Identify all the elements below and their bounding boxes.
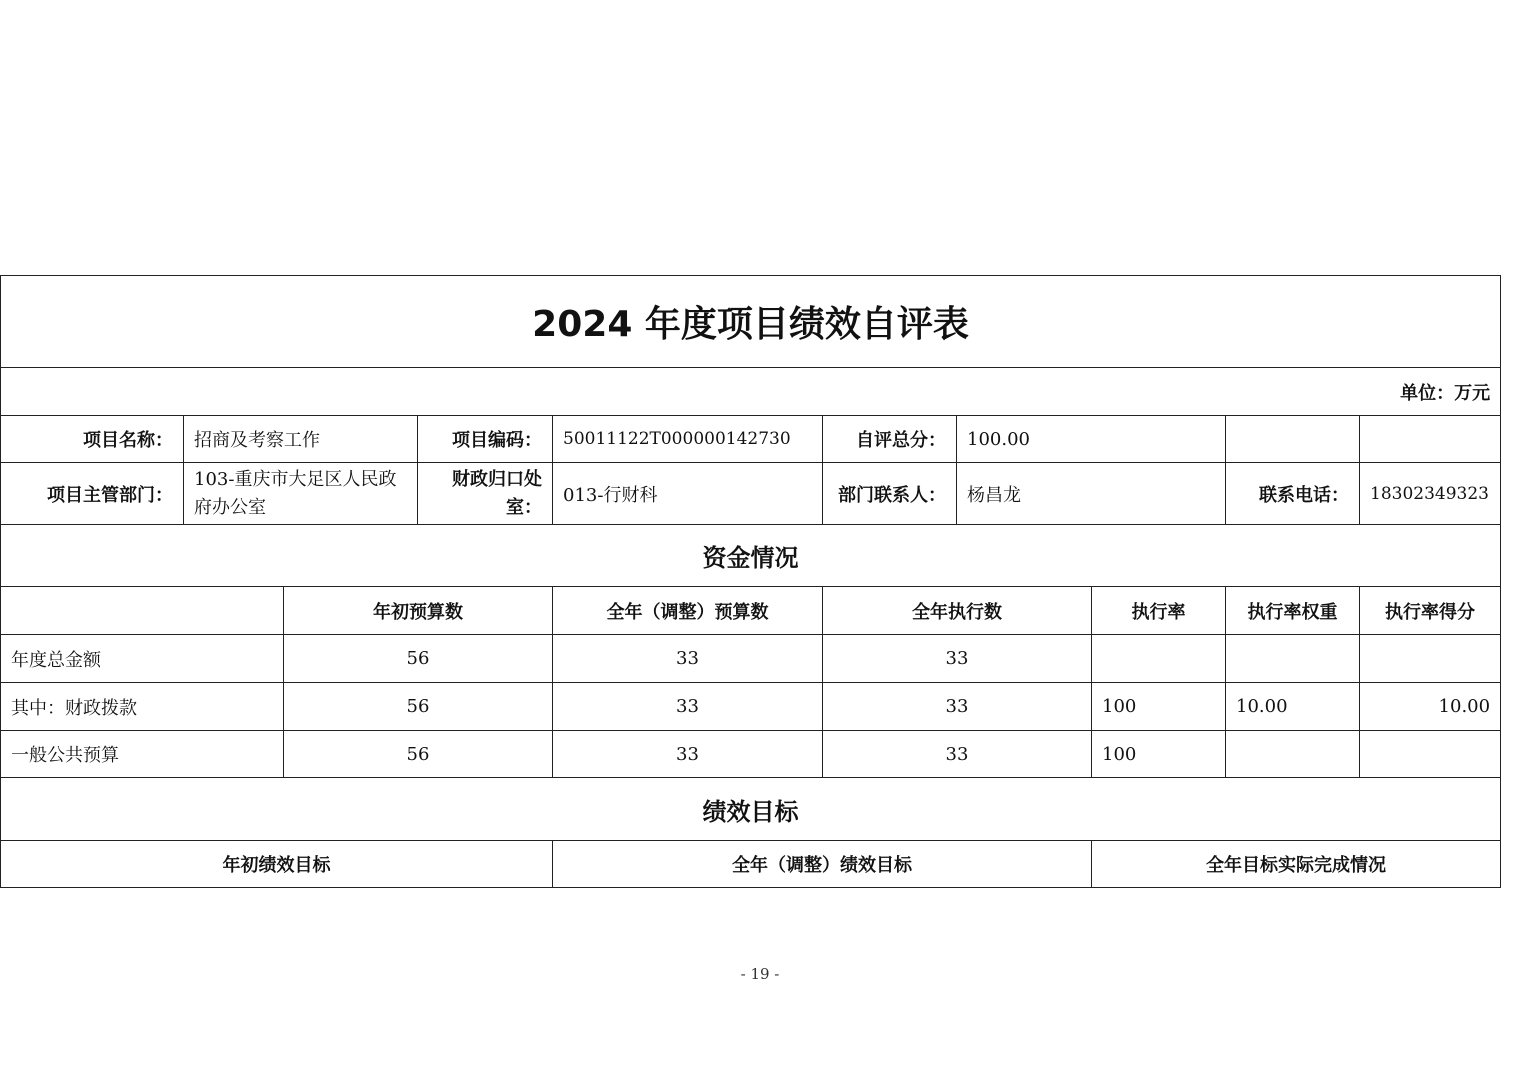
cell-initial-budget: 56 bbox=[284, 683, 553, 731]
goals-header-actual: 全年目标实际完成情况 bbox=[1092, 841, 1501, 888]
cell-initial-budget: 56 bbox=[284, 635, 553, 683]
cell-score: 10.00 bbox=[1360, 683, 1501, 731]
project-code-label: 项目编码： bbox=[418, 416, 553, 463]
cell-weight bbox=[1226, 635, 1360, 683]
goals-header-initial: 年初绩效目标 bbox=[1, 841, 553, 888]
cell-initial-budget: 56 bbox=[284, 731, 553, 778]
cell-weight bbox=[1226, 731, 1360, 778]
dept-label: 项目主管部门： bbox=[1, 463, 184, 525]
performance-evaluation-table bbox=[0, 275, 1501, 888]
cell-executed: 33 bbox=[823, 683, 1092, 731]
funds-header: 执行率得分 bbox=[1360, 587, 1501, 635]
finance-label: 财政归口处室： bbox=[418, 463, 553, 525]
cell-weight: 10.00 bbox=[1226, 683, 1360, 731]
project-code-value: 50011122T000000142730 bbox=[553, 416, 823, 463]
cell-exec-rate: 100 bbox=[1092, 731, 1226, 778]
funds-header: 执行率权重 bbox=[1226, 587, 1360, 635]
row-label: 一般公共预算 bbox=[1, 731, 284, 778]
score-value: 100.00 bbox=[957, 416, 1226, 463]
cell-adjusted-budget: 33 bbox=[553, 731, 823, 778]
table-row bbox=[1, 635, 1501, 683]
cell-executed: 33 bbox=[823, 635, 1092, 683]
cell-exec-rate bbox=[1092, 635, 1226, 683]
funds-header: 年初预算数 bbox=[284, 587, 553, 635]
project-name-label: 项目名称： bbox=[1, 416, 184, 463]
empty-cell bbox=[1360, 416, 1501, 463]
goals-header-adjusted: 全年（调整）绩效目标 bbox=[553, 841, 1092, 888]
table-row bbox=[1, 731, 1501, 778]
table-title: 2024 年度项目绩效自评表 bbox=[1, 276, 1501, 368]
goals-section-title: 绩效目标 bbox=[1, 778, 1501, 841]
unit-label: 单位：万元 bbox=[1, 368, 1501, 416]
score-label: 自评总分： bbox=[823, 416, 957, 463]
cell-adjusted-budget: 33 bbox=[553, 683, 823, 731]
cell-adjusted-budget: 33 bbox=[553, 635, 823, 683]
cell-score bbox=[1360, 635, 1501, 683]
row-label: 年度总金额 bbox=[1, 635, 284, 683]
table-row bbox=[1, 683, 1501, 731]
contact-label: 部门联系人： bbox=[823, 463, 957, 525]
cell-exec-rate: 100 bbox=[1092, 683, 1226, 731]
funds-header: 全年执行数 bbox=[823, 587, 1092, 635]
contact-value: 杨昌龙 bbox=[957, 463, 1226, 525]
funds-header: 执行率 bbox=[1092, 587, 1226, 635]
project-name-value: 招商及考察工作 bbox=[184, 416, 418, 463]
funds-section-title: 资金情况 bbox=[1, 525, 1501, 587]
funds-header: 全年（调整）预算数 bbox=[553, 587, 823, 635]
phone-label: 联系电话： bbox=[1226, 463, 1360, 525]
dept-value: 103-重庆市大足区人民政府办公室 bbox=[184, 463, 418, 525]
empty-cell bbox=[1226, 416, 1360, 463]
funds-header bbox=[1, 587, 284, 635]
finance-value: 013-行财科 bbox=[553, 463, 823, 525]
phone-value: 18302349323 bbox=[1360, 463, 1501, 525]
page-number: - 19 - bbox=[740, 965, 780, 983]
row-label: 其中：财政拨款 bbox=[1, 683, 284, 731]
cell-executed: 33 bbox=[823, 731, 1092, 778]
cell-score bbox=[1360, 731, 1501, 778]
